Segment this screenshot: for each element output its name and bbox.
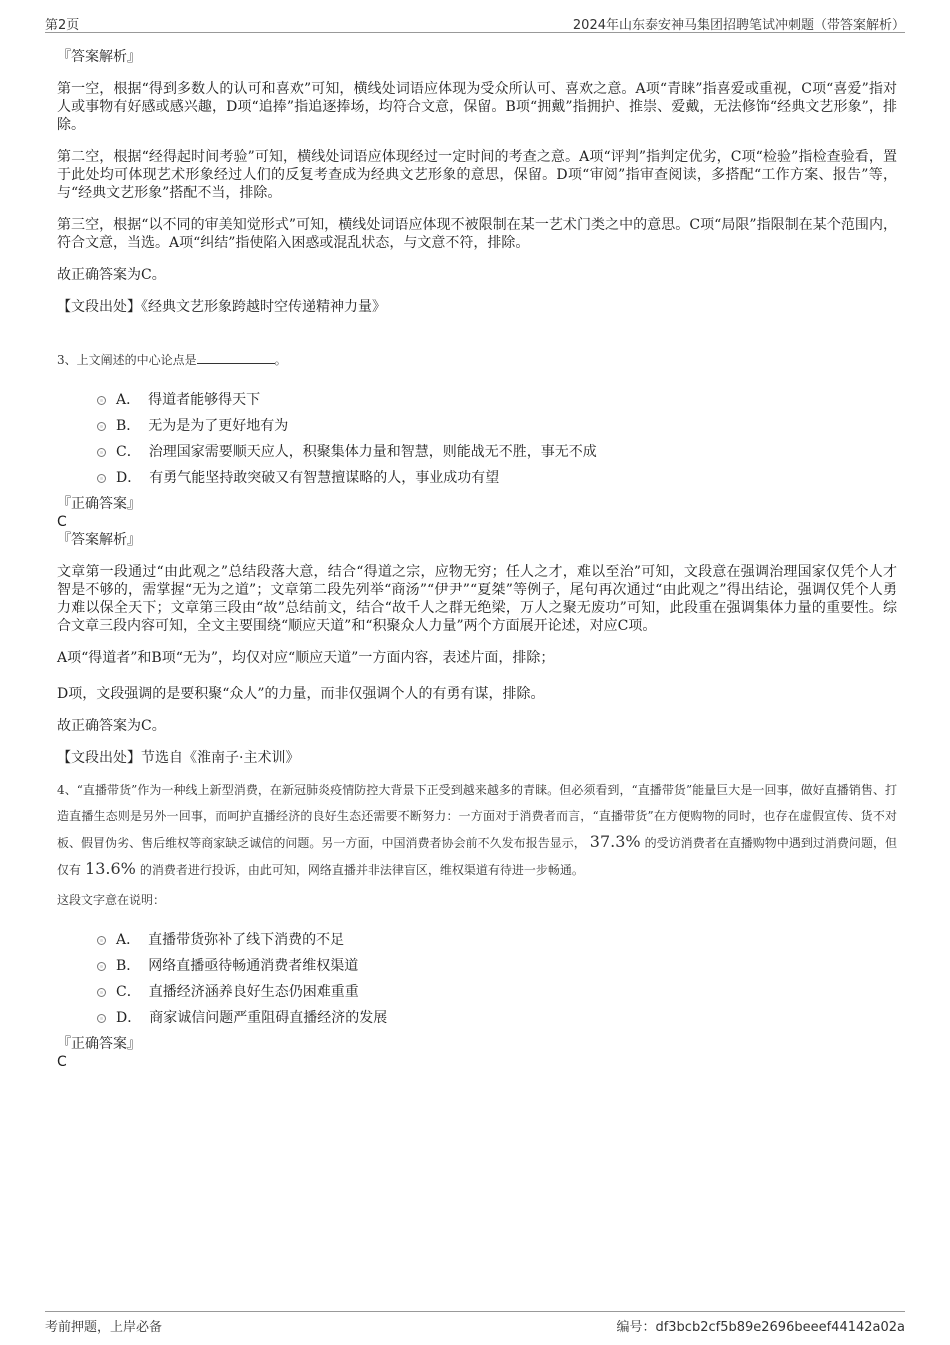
analysis-paragraph: D项，文段强调的是要积聚“众人”的力量，而非仅强调个人的有勇有谋，排除。 [57, 686, 545, 702]
radio-icon[interactable] [97, 1014, 106, 1023]
question-4-prompt: 这段文字意在说明： [57, 893, 166, 907]
analysis-paragraph: A项“得道者”和B项“无为”，均仅对应“顺应天道”一方面内容，表述片面，排除； [57, 650, 555, 666]
analysis-paragraph: 文章第一段通过“由此观之”总结段落大意，结合“得道之宗，应物无穷；任人之才，难以至治”可知，文段意在强调治理国家仅凭个人才智是不够的，需掌握“无为之道”；文章第二段先列举“商汤”“伊尹”“夏桀”等例子，尾句再次通过“由此观之”得出结论，强调仅凭个人勇力难以保全天下；文章第三段由“故”总结前文，结合“故千人之群无绝梁，万人之聚无废功”可知，此段重在强调集体力量的重要性。综合文章三段内容可知，全文主要围绕“顺应天道”和“积聚众人力量”两个方面展开论述，对应C项。 [57, 564, 897, 634]
question-4-options [57, 927, 897, 1031]
analysis-conclusion: 故正确答案为C。 [57, 267, 166, 283]
option-d[interactable]: D． 商家诚信问题严重阻碍直播经济的发展 [97, 1005, 897, 1031]
option-c[interactable]: C． 治理国家需要顺天应人，积聚集体力量和智慧，则能战无不胜，事无不成 [97, 439, 897, 465]
page-number: 第2页 [45, 18, 80, 33]
document-code: 编号：df3bcb2cf5b89e2696beeef44142a02a [616, 1320, 905, 1335]
page-footer [45, 1311, 905, 1335]
option-a[interactable]: A． 得道者能够得天下 [97, 387, 897, 413]
footer-slogan: 考前押题，上岸必备 [45, 1320, 163, 1335]
analysis-paragraph: 第二空，根据“经得起时间考验”可知，横线处词语应体现经过一定时间的考查之意。A项“评判”指判定优劣，C项“检验”指检查验看，置于此处均可体现艺术形象经过人们的反复考查成为经典文艺形象的意思，保留。D项“审阅”指审查阅读，多搭配“工作方案、报告”等，与“经典文艺形象”搭配不当，排除。 [57, 149, 897, 201]
correct-answer-label: 『正确答案』 [57, 496, 141, 512]
analysis-paragraph: 第一空，根据“得到多数人的认可和喜欢”可知，横线处词语应体现为受众所认可、喜欢之意。A项“青睐”指喜爱或重视，C项“喜爱”指对人或事物有好感或感兴趣，D项“追捧”指追逐捧场，均符合文意，保留。B项“拥戴”指拥护、推崇、爱戴，无法修饰“经典文艺形象”，排除。 [57, 81, 897, 133]
page-header [45, 12, 905, 33]
analysis-label: 『答案解析』 [57, 532, 141, 548]
stat-value: 37.3% [589, 832, 641, 851]
question-3-stem: 3、上文阐述的中心论点是 。 [57, 350, 897, 369]
question-3-options [57, 387, 897, 491]
document-title: 2024年山东泰安神马集团招聘笔试冲刺题（带答案解析） [572, 18, 905, 33]
source-citation: 【文段出处】《经典文艺形象跨越时空传递精神力量》 [57, 299, 386, 315]
radio-icon[interactable] [97, 988, 106, 997]
radio-icon[interactable] [97, 936, 106, 945]
answer-blank [197, 350, 275, 364]
source-citation: 【文段出处】节选自《淮南子·主术训》 [57, 750, 300, 766]
correct-answer: C [57, 514, 67, 530]
option-d[interactable]: D． 有勇气能坚持敢突破又有智慧擅谋略的人，事业成功有望 [97, 465, 897, 491]
option-a[interactable]: A． 直播带货弥补了线下消费的不足 [97, 927, 897, 953]
page-content [57, 48, 897, 1071]
radio-icon[interactable] [97, 962, 106, 971]
radio-icon[interactable] [97, 448, 106, 457]
option-b[interactable]: B． 网络直播亟待畅通消费者维权渠道 [97, 953, 897, 979]
radio-icon[interactable] [97, 396, 106, 405]
radio-icon[interactable] [97, 474, 106, 483]
radio-icon[interactable] [97, 422, 106, 431]
correct-answer: C [57, 1054, 67, 1070]
stat-value: 13.6% [85, 859, 136, 878]
option-c[interactable]: C． 直播经济涵养良好生态仍困难重重 [97, 979, 897, 1005]
option-b[interactable]: B． 无为是为了更好地有为 [97, 413, 897, 439]
analysis-paragraph: 第三空，根据“以不同的审美知觉形式”可知，横线处词语应体现不被限制在某一艺术门类之中的意思。C项“局限”指限制在某个范围内，符合文意，当选。A项“纠结”指使陷入困惑或混乱状态，与文意不符，排除。 [57, 217, 897, 251]
analysis-label: 『答案解析』 [57, 49, 141, 65]
question-4-stem: 4、“直播带货”作为一种线上新型消费，在新冠肺炎疫情防控大背景下正受到越来越多的青睐。但必须看到，“直播带货”能量巨大是一回事，做好直播销售、打造直播生态则是另外一回事，而呵护直播经济的良好生态还需要不断努力：一方面对于消费者而言，“直播带货”在方便购物的同时，也存在虚假宣传、货不对板、假冒伪劣、售后维权等商家缺乏诚信的问题。另一方面，中国消费者协会前不久发布报告显示， 37.3% 的受访消费者在直播购物中遇到过消费问题，但仅有 13.6% 的消费者进行投诉，由此可知，网络直播并非法律盲区，维权渠道有待进一步畅通。 [57, 783, 897, 878]
correct-answer-label: 『正确答案』 [57, 1036, 141, 1052]
analysis-conclusion: 故正确答案为C。 [57, 718, 166, 734]
